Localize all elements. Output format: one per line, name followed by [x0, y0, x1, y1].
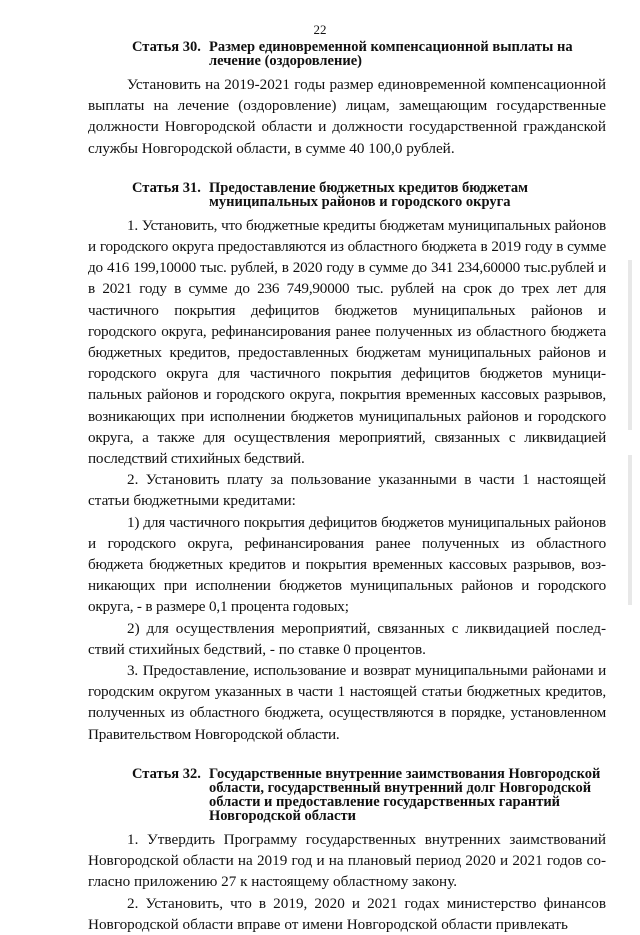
paragraph: 1) для частичного покрытия дефицитов бюджетов муниципальных районов и городского округа, рефинансирования ранее полученных из областного бюджета бюджетных кредитов и покрытия временных кассовых разрывов, возникающих при исполнении бюджетов муниципальных районов и городского округа, - в размере 0,1 процента годовых;: [88, 513, 606, 616]
scan-edge-mark: [628, 260, 632, 430]
article-title: Размер единовременной компенсационной выплаты на лечение (оздоровление): [209, 39, 573, 69]
page-number: 22: [313, 22, 327, 37]
paragraph: Установить на 2019-2021 годы размер единовременной компенсационной выплаты на лечение (оздоровление) лицам, замещающим государственные должности Новгородской области и должности государственной гражданской службы Новгородской области, в сумме 40 100,0 рублей.: [88, 76, 606, 157]
paragraph: 1. Установить, что бюджетные кредиты бюджетам муниципальных районов и городского округа предоставляются из областного бюджета в 2019 году в сумме до 416 199,10000 тыс. рублей, в 2020 году в сумме до 341 234,60000 тыс.рублей и в 2021 году в сумме до 236 749,90000 тыс. рублей на срок до трех лет для частичного покрытия дефицитов бюджетов муниципальных районов и городского округа, рефинансирования ранее полученных из областного бюджета бюджетных кредитов, предоставленных бюджетам муниципальных районов и городского округа для частичного покрытия дефицитов бюджетов муниципальных районов и городского округа, покрытия временных кассовых разрывов, возникающих при исполнении бюджетов муниципальных районов и городского округа, а также для осуществления мероприятий, связанных с ликвидацией последствий стихийных бедствий.: [88, 216, 606, 468]
article-title: Государственные внутренние заимствования Новгородской области, государственный внутренний долг Новгородской области и предоставление государственных гарантий Новгородской области: [209, 765, 601, 824]
article-label: Статья 32.: [132, 765, 201, 782]
paragraph: 2) для осуществления мероприятий, связанных с ликвидацией последствий стихийных бедствий, - по ставке 0 процентов.: [88, 619, 606, 658]
article-label: Статья 31.: [132, 179, 201, 196]
paragraph: 3. Предоставление, использование и возврат муниципальными районами и городским округом указанных в части 1 настоящей статьи бюджетных кредитов, полученных из областного бюджета, осуществляются в порядке, установленном Правительством Новгородской области.: [88, 662, 606, 743]
paragraph: 1. Утвердить Программу государственных внутренних заимствований Новгородской области на 2019 год и на плановый период 2020 и 2021 годов согласно приложению 27 к настоящему областному закону.: [88, 830, 606, 891]
article-title: Предоставление бюджетных кредитов бюджетам муниципальных районов и городского округа: [209, 179, 529, 210]
article-31-heading: [88, 181, 606, 209]
article-label: Статья 30.: [132, 39, 201, 55]
article-32-heading: [88, 767, 606, 823]
scan-edge-mark: [628, 455, 632, 605]
paragraph: 2. Установить плату за пользование указанными в части 1 настоящей статьи бюджетными кредитами:: [88, 471, 606, 510]
paragraph: 2. Установить, что в 2019, 2020 и 2021 годах министерство финансов Новгородской области вправе от имени Новгородской области привлекать: [88, 894, 606, 933]
page-content: [88, 40, 606, 935]
article-30-heading: [88, 40, 606, 68]
